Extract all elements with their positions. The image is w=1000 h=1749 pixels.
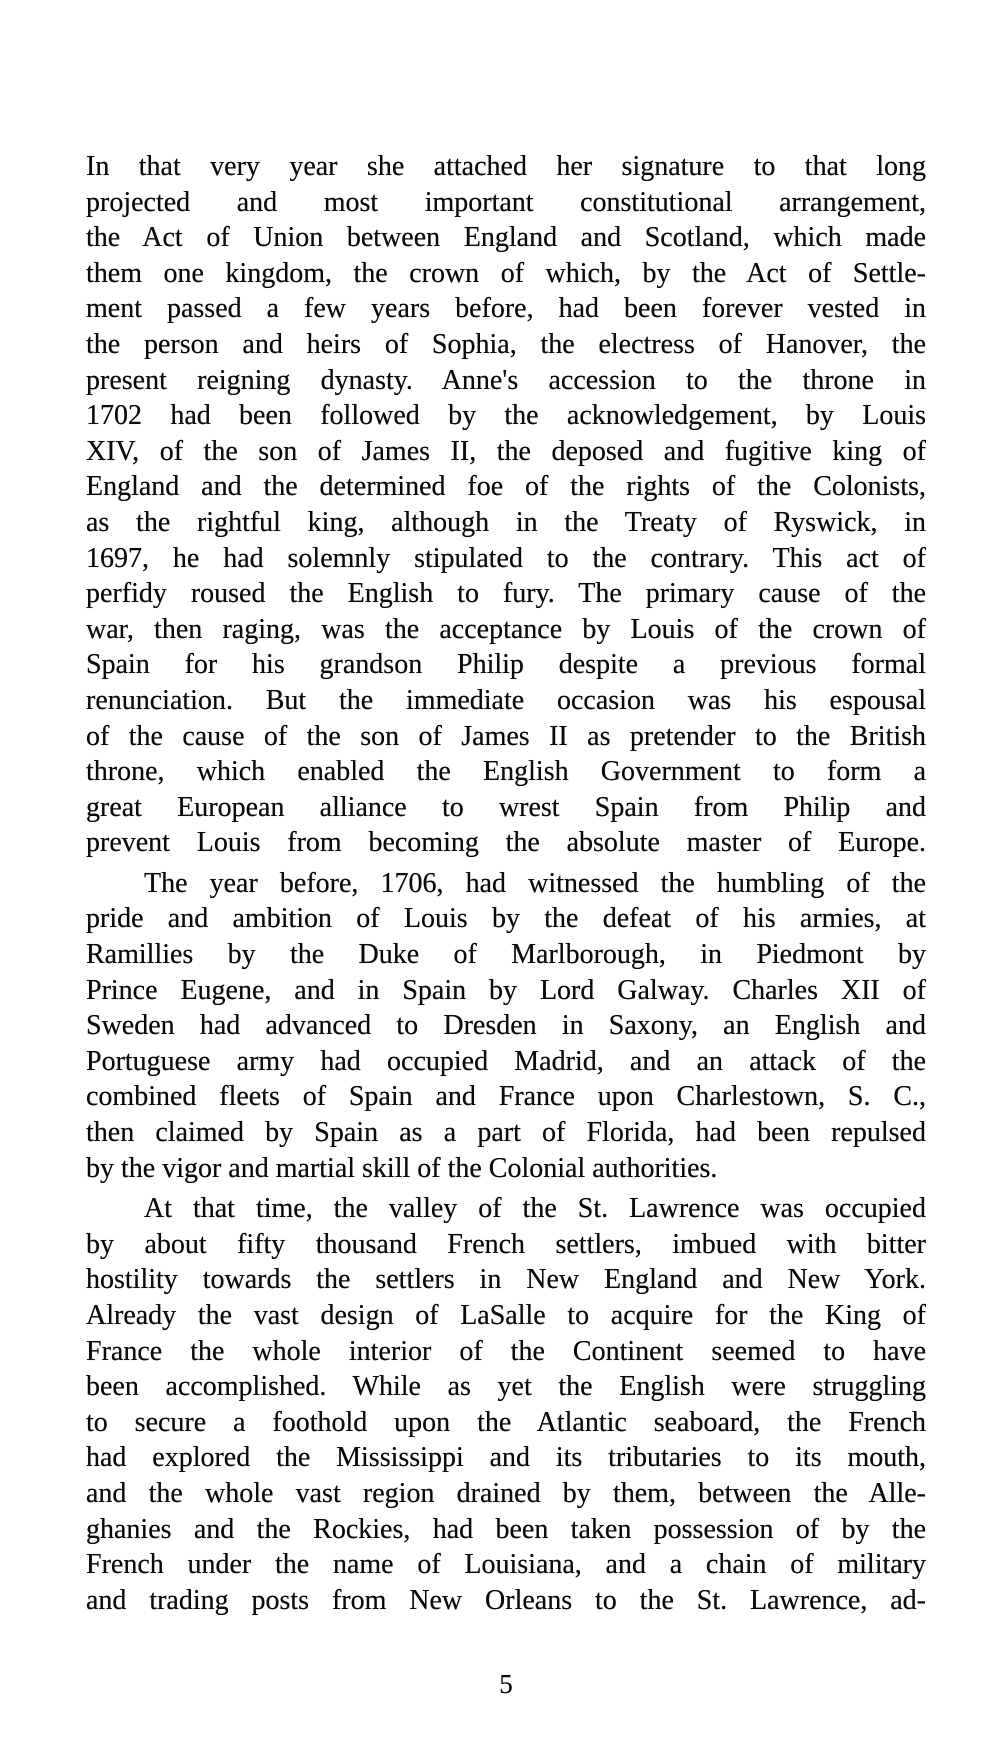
text-line: At that time, the valley of the St. Lawrence was occupied	[144, 1193, 926, 1225]
text-line: 1702 had been followed by the acknowledgement, by Louis	[86, 400, 926, 432]
text-line: by the vigor and martial skill of the Colonial authorities.	[86, 1152, 718, 1184]
text-line: ghanies and the Rockies, had been taken possession of by the	[86, 1513, 926, 1545]
text-line: In that very year she attached her signature to that long	[86, 151, 926, 182]
text-line: The year before, 1706, had witnessed the humbling of the	[144, 867, 926, 899]
paragraph	[86, 866, 926, 1186]
text-line: the person and heirs of Sophia, the electress of Hanover, the	[86, 328, 926, 360]
text-line: XIV, of the son of James II, the deposed and fugitive king of	[86, 435, 926, 467]
paragraph	[86, 1191, 926, 1618]
text-line: Spain for his grandson Philip despite a previous formal	[86, 649, 926, 681]
text-line: Prince Eugene, and in Spain by Lord Galway. Charles XII of	[86, 974, 926, 1006]
text-line: perfidy roused the English to fury. The primary cause of the	[86, 578, 926, 610]
text-line: as the rightful king, although in the Treaty of Ryswick, in	[86, 506, 926, 538]
paragraph	[86, 149, 926, 861]
text-line: great European alliance to wrest Spain from Philip and	[86, 791, 926, 823]
text-line: Already the vast design of LaSalle to acquire for the King of	[86, 1300, 926, 1331]
text-line: to secure a foothold upon the Atlantic seaboard, the French	[86, 1406, 926, 1438]
text-line: France the whole interior of the Continent seemed to have	[86, 1335, 926, 1367]
text-line: had explored the Mississippi and its tributaries to its mouth,	[86, 1442, 926, 1474]
page-text	[86, 149, 926, 1623]
text-line: Ramillies by the Duke of Marlborough, in Piedmont by	[86, 939, 926, 971]
text-line: the Act of Union between England and Scotland, which made	[86, 222, 926, 254]
text-line: renunciation. But the immediate occasion was his espousal	[86, 684, 926, 716]
text-line: throne, which enabled the English Government to form a	[86, 756, 926, 788]
text-line: 1697, he had solemnly stipulated to the contrary. This act of	[86, 542, 926, 574]
text-line: and the whole vast region drained by them, between the Alle-	[86, 1477, 926, 1509]
text-line: and trading posts from New Orleans to the St. Lawrence, ad-	[86, 1584, 926, 1616]
text-line: them one kingdom, the crown of which, by the Act of Settle-	[86, 257, 926, 289]
text-line: of the cause of the son of James II as pretender to the British	[86, 720, 926, 752]
text-line: present reigning dynasty. Anne's accession to the throne in	[86, 364, 926, 396]
text-line: Sweden had advanced to Dresden in Saxony, an English and	[86, 1010, 926, 1042]
text-line: pride and ambition of Louis by the defeat of his armies, at	[86, 903, 926, 935]
text-line: ment passed a few years before, had been forever vested in	[86, 293, 926, 325]
text-line: then claimed by Spain as a part of Florida, had been repulsed	[86, 1117, 926, 1149]
text-line: been accomplished. While as yet the English were struggling	[86, 1371, 926, 1403]
text-line: combined fleets of Spain and France upon Charlestown, S. C.,	[86, 1081, 926, 1113]
text-line: projected and most important constitutional arrangement,	[86, 186, 926, 218]
text-line: French under the name of Louisiana, and a chain of military	[86, 1549, 926, 1581]
text-line: hostility towards the settlers in New England and New York.	[86, 1264, 926, 1296]
text-line: prevent Louis from becoming the absolute master of Europe.	[86, 827, 926, 859]
text-line: by about fifty thousand French settlers, imbued with bitter	[86, 1228, 926, 1260]
text-line: England and the determined foe of the rights of the Colonists,	[86, 471, 926, 503]
text-line: Portuguese army had occupied Madrid, and an attack of the	[86, 1045, 926, 1077]
text-line: war, then raging, was the acceptance by Louis of the crown of	[86, 613, 926, 645]
page-number: 5	[499, 1669, 513, 1699]
